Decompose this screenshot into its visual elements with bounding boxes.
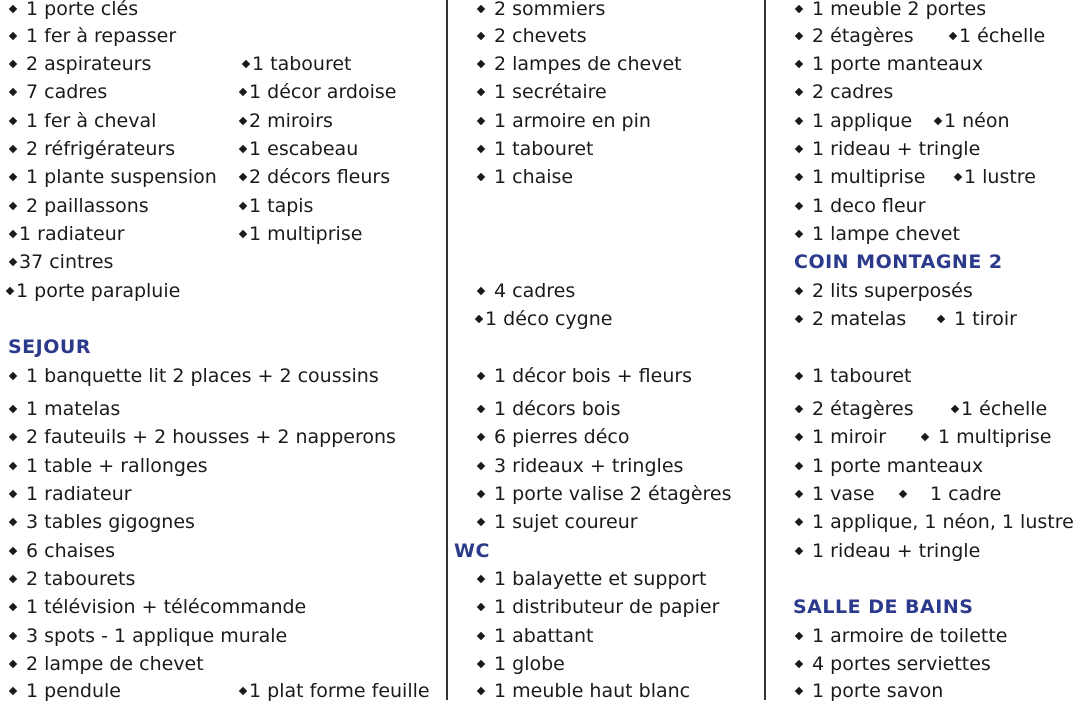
list-item: 2 chevets bbox=[478, 24, 587, 48]
list-item: 2 lits superposés bbox=[796, 279, 973, 303]
list-item: 2 décors fleurs bbox=[240, 165, 390, 189]
list-item: 1 porte clés bbox=[10, 0, 138, 21]
list-item: 3 rideaux + tringles bbox=[478, 454, 683, 478]
bullet-icon bbox=[937, 315, 945, 323]
bullet-icon bbox=[9, 145, 17, 153]
list-item: 1 cadre bbox=[900, 482, 1001, 506]
list-item: 2 paillassons bbox=[10, 194, 149, 218]
list-item: 1 armoire en pin bbox=[478, 109, 651, 133]
list-item: 1 balayette et support bbox=[478, 567, 706, 591]
list-item: 1 matelas bbox=[10, 397, 120, 421]
bullet-icon bbox=[239, 687, 247, 695]
bullet-icon bbox=[9, 32, 17, 40]
list-item: 1 multiprise bbox=[922, 425, 1051, 449]
list-item: 1 multiprise bbox=[796, 165, 925, 189]
bullet-icon bbox=[475, 315, 483, 323]
bullet-icon bbox=[477, 372, 485, 380]
list-item: 1 décor ardoise bbox=[240, 80, 396, 104]
bullet-icon bbox=[477, 117, 485, 125]
list-item: 1 table + rallonges bbox=[10, 454, 208, 478]
bullet-icon bbox=[795, 60, 803, 68]
list-item: 1 abattant bbox=[478, 624, 594, 648]
list-item: 1 plat forme feuille bbox=[240, 679, 430, 703]
list-item: 7 cadres bbox=[10, 80, 107, 104]
bullet-icon bbox=[9, 462, 17, 470]
bullet-icon bbox=[9, 660, 17, 668]
bullet-icon bbox=[239, 88, 247, 96]
list-item: 2 étagères bbox=[796, 397, 914, 421]
list-item: 1 sujet coureur bbox=[478, 510, 638, 534]
list-item: 2 lampes de chevet bbox=[478, 52, 682, 76]
bullet-icon bbox=[477, 518, 485, 526]
list-item: 1 tiroir bbox=[938, 307, 1017, 331]
bullet-icon bbox=[795, 632, 803, 640]
list-item: 1 banquette lit 2 places + 2 coussins bbox=[10, 364, 379, 388]
bullet-icon bbox=[477, 60, 485, 68]
list-item: 1 radiateur bbox=[10, 222, 125, 246]
list-item: 1 échelle bbox=[952, 397, 1047, 421]
bullet-icon bbox=[477, 687, 485, 695]
list-item: 1 lustre bbox=[955, 165, 1036, 189]
list-item: 1 pendule bbox=[10, 679, 121, 703]
bullet-icon bbox=[795, 5, 803, 13]
bullet-icon bbox=[795, 405, 803, 413]
bullet-icon bbox=[795, 32, 803, 40]
list-item: 2 miroirs bbox=[240, 109, 333, 133]
bullet-icon bbox=[477, 405, 485, 413]
list-item: 4 cadres bbox=[478, 279, 575, 303]
list-item: 2 aspirateurs bbox=[10, 52, 151, 76]
list-item: 2 cadres bbox=[796, 80, 893, 104]
list-item: 1 rideau + tringle bbox=[796, 539, 980, 563]
list-item: 3 tables gigognes bbox=[10, 510, 195, 534]
list-item: 1 porte valise 2 étagères bbox=[478, 482, 732, 506]
bullet-icon bbox=[795, 490, 803, 498]
bullet-icon bbox=[477, 88, 485, 96]
list-item: 2 sommiers bbox=[478, 0, 605, 21]
bullet-icon bbox=[477, 490, 485, 498]
bullet-icon bbox=[949, 32, 957, 40]
column-divider-left bbox=[446, 0, 448, 700]
bullet-icon bbox=[9, 433, 17, 441]
bullet-icon bbox=[795, 518, 803, 526]
bullet-icon bbox=[9, 372, 17, 380]
list-item: 1 porte parapluie bbox=[7, 279, 180, 303]
list-item: 1 armoire de toilette bbox=[796, 624, 1007, 648]
section-heading-wc: WC bbox=[454, 540, 490, 562]
list-item: 4 portes serviettes bbox=[796, 652, 991, 676]
list-item: 1 porte manteaux bbox=[796, 52, 983, 76]
list-item: 1 porte savon bbox=[796, 679, 943, 703]
bullet-icon bbox=[239, 117, 247, 125]
bullet-icon bbox=[477, 32, 485, 40]
bullet-icon bbox=[6, 287, 14, 295]
bullet-icon bbox=[795, 173, 803, 181]
list-item: 2 lampe de chevet bbox=[10, 652, 204, 676]
list-item: 1 escabeau bbox=[240, 137, 358, 161]
bullet-icon bbox=[9, 603, 17, 611]
section-heading-salle-de-bains: SALLE DE BAINS bbox=[793, 596, 974, 618]
list-item: 2 fauteuils + 2 housses + 2 napperons bbox=[10, 425, 396, 449]
list-item: 1 rideau + tringle bbox=[796, 137, 980, 161]
bullet-icon bbox=[9, 230, 17, 238]
bullet-icon bbox=[477, 173, 485, 181]
list-item: 1 lampe chevet bbox=[796, 222, 960, 246]
list-item: 37 cintres bbox=[10, 250, 113, 274]
bullet-icon bbox=[795, 315, 803, 323]
list-item: 2 étagères bbox=[796, 24, 914, 48]
bullet-icon bbox=[795, 117, 803, 125]
bullet-icon bbox=[477, 287, 485, 295]
list-item: 1 radiateur bbox=[10, 482, 132, 506]
bullet-icon bbox=[9, 173, 17, 181]
list-item: 1 deco fleur bbox=[796, 194, 926, 218]
bullet-icon bbox=[795, 145, 803, 153]
list-item: 1 meuble 2 portes bbox=[796, 0, 986, 21]
list-item: 1 meuble haut blanc bbox=[478, 679, 690, 703]
bullet-icon bbox=[477, 462, 485, 470]
bullet-icon bbox=[477, 575, 485, 583]
bullet-icon bbox=[239, 173, 247, 181]
list-item: 6 pierres déco bbox=[478, 425, 629, 449]
list-item: 2 matelas bbox=[796, 307, 906, 331]
list-item: 1 fer à repasser bbox=[10, 24, 176, 48]
bullet-icon bbox=[934, 117, 942, 125]
list-item: 1 tabouret bbox=[478, 137, 593, 161]
list-item: 1 tabouret bbox=[243, 52, 351, 76]
bullet-icon bbox=[795, 230, 803, 238]
bullet-icon bbox=[795, 687, 803, 695]
bullet-icon bbox=[9, 5, 17, 13]
list-item: 1 plante suspension bbox=[10, 165, 217, 189]
bullet-icon bbox=[954, 173, 962, 181]
list-item: 1 chaise bbox=[478, 165, 573, 189]
bullet-icon bbox=[921, 433, 929, 441]
bullet-icon bbox=[9, 60, 17, 68]
list-item: 1 applique, 1 néon, 1 lustre bbox=[796, 510, 1074, 534]
list-item: 1 porte manteaux bbox=[796, 454, 983, 478]
bullet-icon bbox=[9, 632, 17, 640]
bullet-icon bbox=[9, 258, 17, 266]
list-item: 1 télévision + télécommande bbox=[10, 595, 306, 619]
bullet-icon bbox=[795, 547, 803, 555]
column-divider-right bbox=[764, 0, 766, 700]
section-heading-sejour: SEJOUR bbox=[8, 336, 91, 358]
bullet-icon bbox=[795, 202, 803, 210]
list-item: 1 échelle bbox=[950, 24, 1045, 48]
list-item: 6 chaises bbox=[10, 539, 115, 563]
list-item: 1 globe bbox=[478, 652, 565, 676]
bullet-icon bbox=[9, 88, 17, 96]
bullet-icon bbox=[9, 687, 17, 695]
bullet-icon bbox=[242, 60, 250, 68]
bullet-icon bbox=[795, 372, 803, 380]
bullet-icon bbox=[899, 490, 907, 498]
section-heading-coin-montagne: COIN MONTAGNE 2 bbox=[794, 251, 1003, 273]
list-item: 1 déco cygne bbox=[476, 307, 612, 331]
bullet-icon bbox=[795, 462, 803, 470]
list-item: 1 décors bois bbox=[478, 397, 621, 421]
bullet-icon bbox=[239, 145, 247, 153]
bullet-icon bbox=[9, 575, 17, 583]
list-item: 2 tabourets bbox=[10, 567, 135, 591]
bullet-icon bbox=[477, 660, 485, 668]
bullet-icon bbox=[795, 433, 803, 441]
bullet-icon bbox=[477, 632, 485, 640]
bullet-icon bbox=[795, 287, 803, 295]
bullet-icon bbox=[795, 660, 803, 668]
bullet-icon bbox=[9, 202, 17, 210]
bullet-icon bbox=[239, 230, 247, 238]
list-item: 1 tapis bbox=[240, 194, 313, 218]
list-item: 1 décor bois + fleurs bbox=[478, 364, 692, 388]
bullet-icon bbox=[9, 518, 17, 526]
bullet-icon bbox=[477, 145, 485, 153]
list-item: 1 néon bbox=[935, 109, 1010, 133]
bullet-icon bbox=[9, 547, 17, 555]
list-item: 1 miroir bbox=[796, 425, 886, 449]
list-item: 1 applique bbox=[796, 109, 912, 133]
list-item: 1 tabouret bbox=[796, 364, 911, 388]
bullet-icon bbox=[477, 603, 485, 611]
list-item: 1 secrétaire bbox=[478, 80, 607, 104]
list-item: 2 réfrigérateurs bbox=[10, 137, 175, 161]
bullet-icon bbox=[477, 5, 485, 13]
bullet-icon bbox=[9, 405, 17, 413]
list-item: 1 vase bbox=[796, 482, 875, 506]
bullet-icon bbox=[239, 202, 247, 210]
list-item: 1 fer à cheval bbox=[10, 109, 156, 133]
list-item: 3 spots - 1 applique murale bbox=[10, 624, 287, 648]
bullet-icon bbox=[9, 490, 17, 498]
bullet-icon bbox=[951, 405, 959, 413]
bullet-icon bbox=[477, 433, 485, 441]
bullet-icon bbox=[795, 88, 803, 96]
list-item: 1 multiprise bbox=[240, 222, 362, 246]
list-item: 1 distributeur de papier bbox=[478, 595, 719, 619]
bullet-icon bbox=[9, 117, 17, 125]
